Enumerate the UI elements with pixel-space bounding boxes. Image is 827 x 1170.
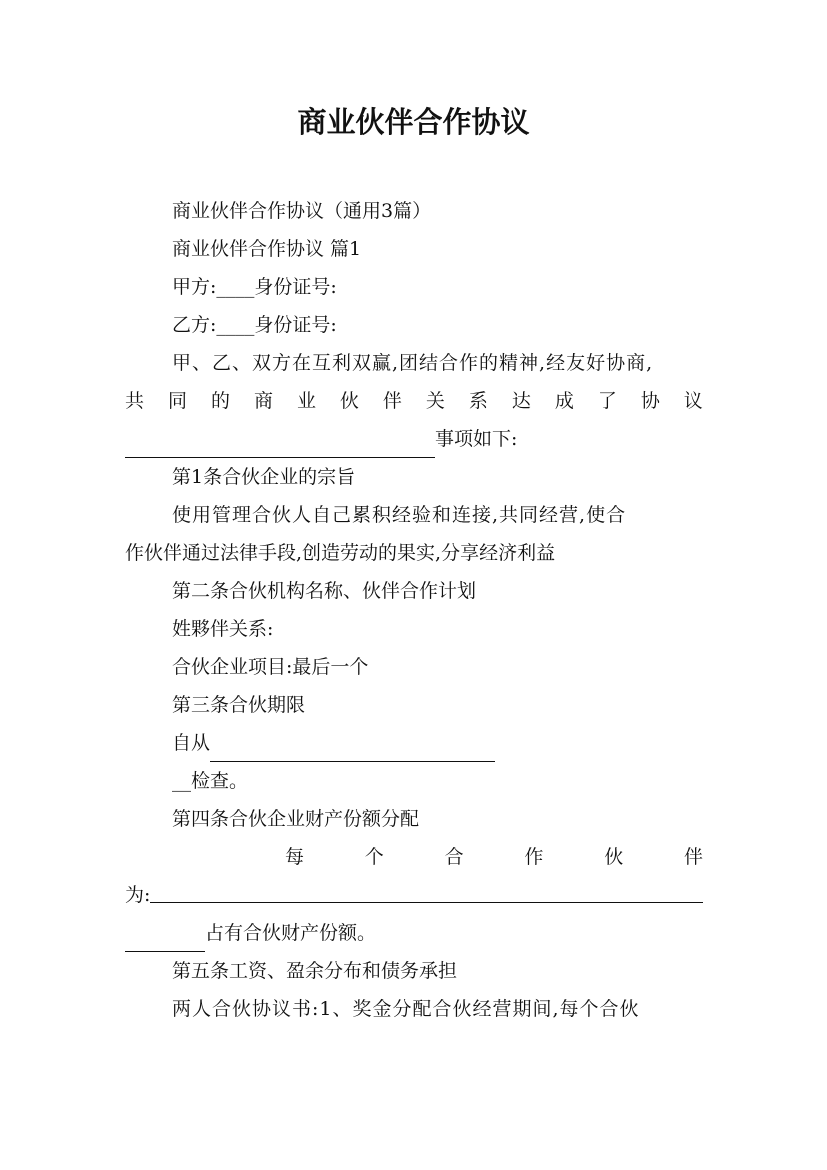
preamble-line-2	[125, 382, 703, 420]
article-4-as-label: 为:	[125, 884, 151, 906]
paragraph-section-heading: 商业伙伴合作协议 篇1	[172, 238, 362, 260]
preamble-char: 伙	[339, 390, 359, 412]
preamble-char: 共	[125, 390, 145, 412]
preamble-char: 同	[167, 390, 187, 412]
article-4-char: 每	[285, 846, 305, 868]
since-label: 自从	[172, 732, 211, 754]
article-4-line-3	[125, 914, 703, 952]
article-1-text-a: 使用管理合伙人自己累积经验和连接,共同经营,使合	[172, 504, 627, 526]
article-1-heading: 第1条合伙企业的宗旨	[172, 466, 356, 488]
article-5-heading: 第五条工资、盈余分布和债务承担	[172, 960, 458, 982]
preamble-line-3	[125, 420, 703, 458]
article-2-partnership: 姓夥伴关系:	[172, 618, 274, 640]
article-4-char: 作	[524, 846, 544, 868]
party-b-line: 乙方:____身份证号:	[172, 314, 337, 336]
article-4-char: 合	[444, 846, 464, 868]
article-2-project: 合伙企业项目:最后一个	[172, 656, 369, 678]
preamble-char: 伴	[382, 390, 402, 412]
preamble-char: 议	[683, 390, 703, 412]
blank-underline	[210, 735, 495, 762]
article-4-char: 伙	[604, 846, 624, 868]
article-4-heading: 第四条合伙企业财产份额分配	[172, 808, 420, 830]
blank-underline	[150, 876, 703, 903]
preamble-char: 达	[511, 390, 531, 412]
preamble-char: 业	[296, 390, 316, 412]
article-5-text: 两人合伙协议书:1、奖金分配合伙经营期间,每个合伙	[172, 998, 640, 1020]
preamble-char: 协	[640, 390, 660, 412]
preamble-char: 了	[597, 390, 617, 412]
article-4-char: 伴	[683, 846, 703, 868]
article-4-char: 个	[364, 846, 384, 868]
document-title: 商业伙伴合作协议	[297, 105, 530, 139]
article-3-since-line	[125, 724, 703, 762]
preamble-char: 关	[425, 390, 445, 412]
preamble-char: 系	[468, 390, 488, 412]
preamble-char: 成	[554, 390, 574, 412]
document-body	[125, 192, 703, 1028]
preamble-line-1: 甲、乙、双方在互利双赢,团结合作的精神,经友好协商,	[172, 352, 654, 374]
article-2-heading: 第二条合伙机构名称、伙伴合作计划	[172, 580, 477, 602]
blank-underline	[125, 431, 435, 458]
article-4-line-1	[125, 838, 703, 876]
article-4-tail: 占有合伙财产份额。	[205, 922, 377, 944]
preamble-char: 的	[210, 390, 230, 412]
article-3-heading: 第三条合伙期限	[172, 694, 306, 716]
article-1-text-b: 作伙伴通过法律手段,创造劳动的果实,分享经济利益	[125, 542, 556, 564]
party-a-line: 甲方:____身份证号:	[172, 276, 337, 298]
article-3-check-line: __检查。	[172, 770, 249, 792]
paragraph-subtitle: 商业伙伴合作协议（通用3篇）	[172, 200, 432, 222]
preamble-tail: 事项如下:	[435, 428, 518, 450]
article-4-line-2	[125, 876, 703, 914]
preamble-char: 商	[253, 390, 273, 412]
blank-underline	[125, 925, 205, 952]
